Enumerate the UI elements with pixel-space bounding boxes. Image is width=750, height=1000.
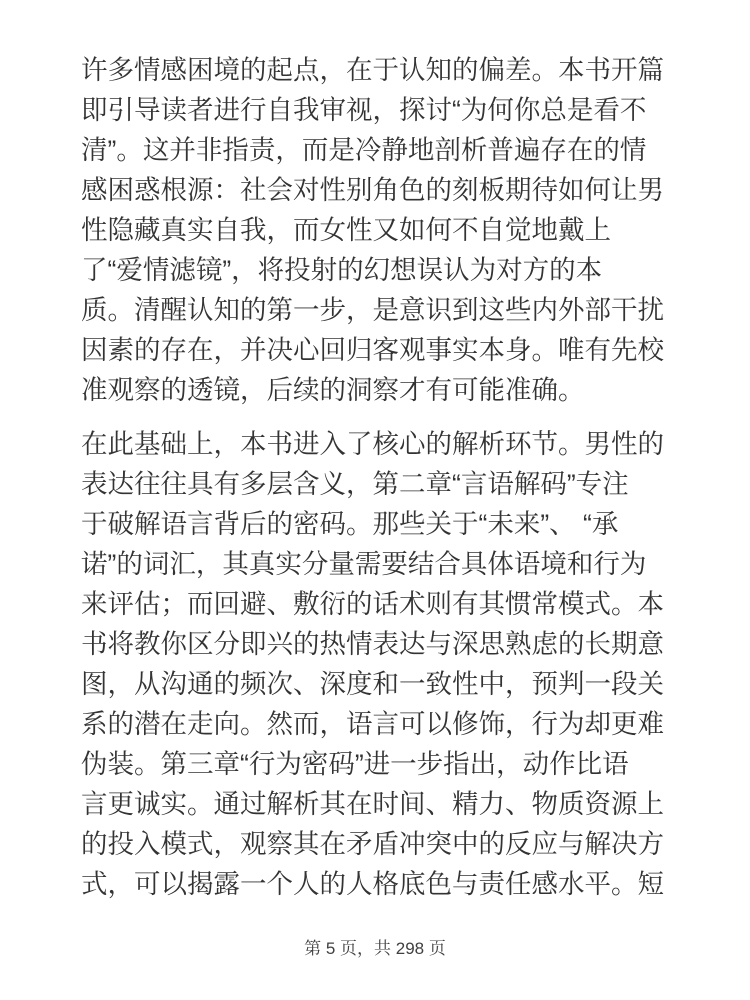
text-line: 诺”的词汇，其真实分量需要结合具体语境和行为 [81,549,647,579]
text-line: 伪装。第三章“行为密码”进一步指出，动作比语 [81,749,629,779]
text-line: 表达往往具有多层含义，第二章“言语解码”专注 [81,469,629,499]
text-line: 因素的存在，并决心回归客观事实本身。唯有先校 [81,335,664,365]
text-line: 的投入模式，观察其在矛盾冲突中的反应与解决方 [81,829,664,859]
text-line: 质。清醒认知的第一步，是意识到这些内外部干扰 [81,295,664,325]
text-line: 准观察的透镜，后续的洞察才有可能准确。 [81,375,585,405]
page-footer [0,938,750,960]
paragraph [81,50,673,410]
text-line: 即引导读者进行自我审视，探讨“为何你总是看不 [81,95,647,125]
text-line: 在此基础上，本书进入了核心的解析环节。男性的 [81,429,664,459]
text-line: 许多情感困境的起点，在于认知的偏差。本书开篇 [81,55,664,85]
text-line: 清”。这并非指责，而是冷静地剖析普遍存在的情 [81,135,647,165]
text-line: 于破解语言背后的密码。那些关于“未来”、 “承 [81,509,619,539]
text-line: 了“爱情滤镜”，将投射的幻想误认为对方的本 [81,255,603,285]
document-body [81,50,673,918]
text-line: 图，从沟通的频次、深度和一致性中，预判一段关 [81,669,664,699]
paragraph [81,424,673,904]
page-indicator: 第 5 页，共 298 页 [304,939,446,958]
text-line: 感困惑根源：社会对性别角色的刻板期待如何让男 [81,175,664,205]
text-line: 书将教你区分即兴的热情表达与深思熟虑的长期意 [81,629,664,659]
text-line: 式，可以揭露一个人的人格底色与责任感水平。短 [81,869,664,899]
text-line: 来评估；而回避、敷衍的话术则有其惯常模式。本 [81,589,664,619]
text-line: 性隐藏真实自我，而女性又如何不自觉地戴上 [81,215,611,245]
text-line: 言更诚实。通过解析其在时间、精力、物质资源上 [81,789,664,819]
text-line: 系的潜在走向。然而，语言可以修饰，行为却更难 [81,709,664,739]
